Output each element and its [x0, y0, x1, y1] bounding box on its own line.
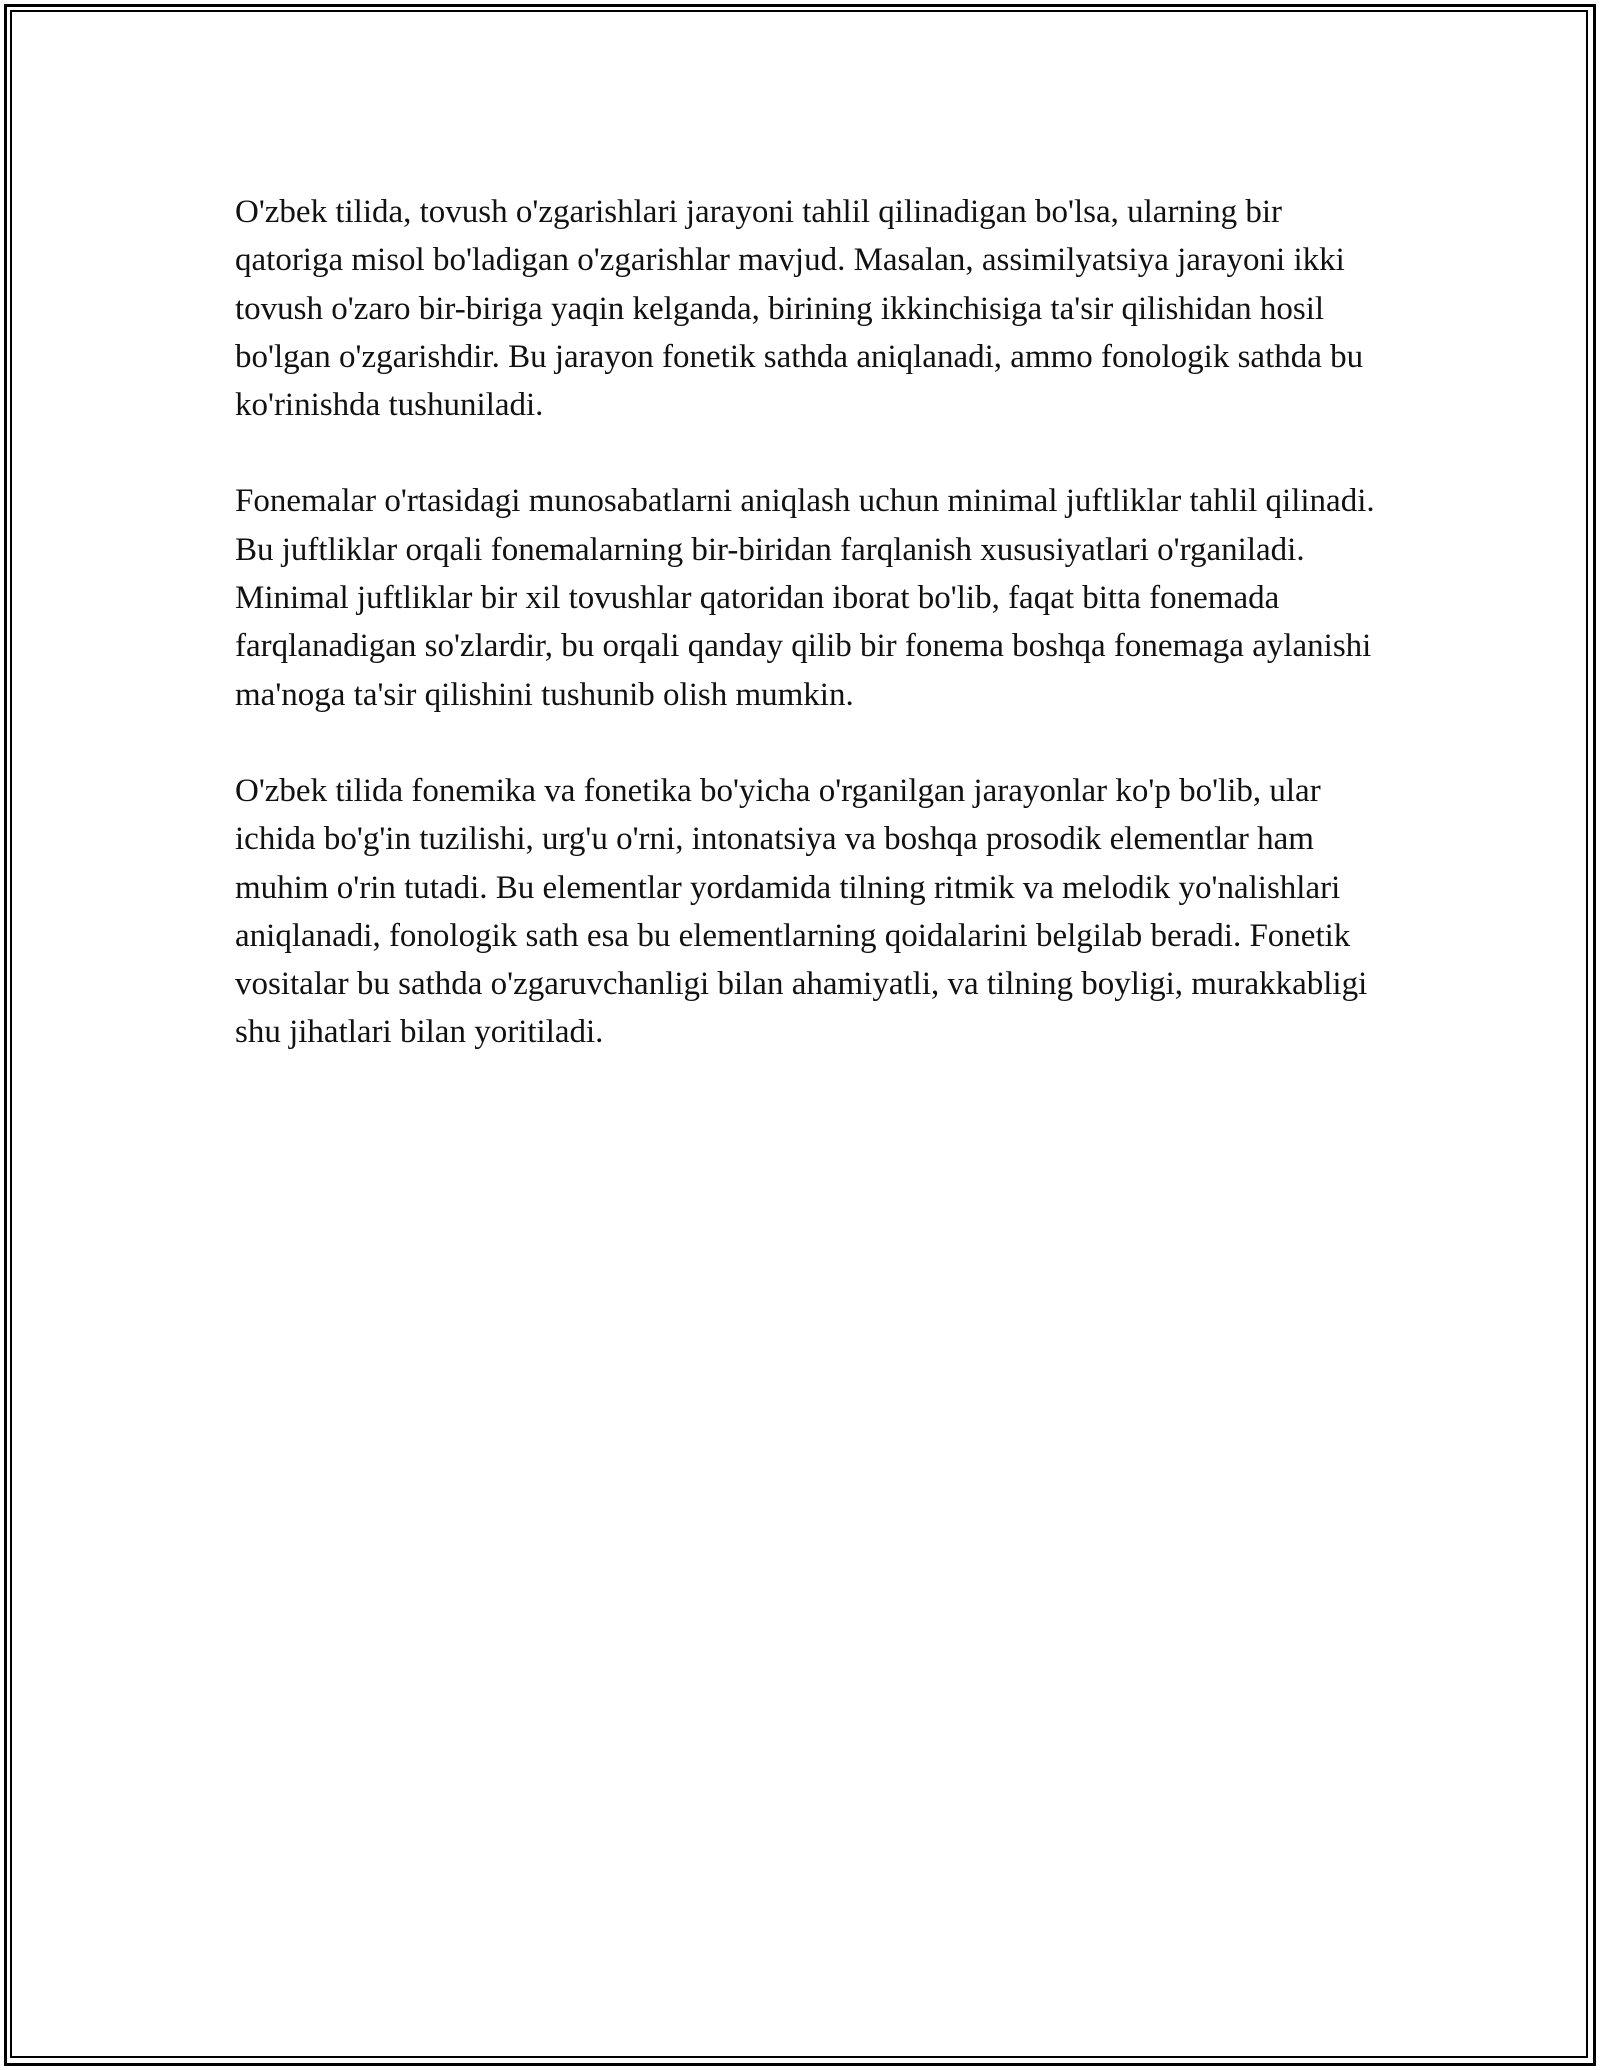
document-body	[235, 188, 1375, 1105]
paragraph-2: Fonemalar o'rtasidagi munosabatlarni aniqlash uchun minimal juftliklar tahlil qilinadi. Bu juftliklar orqali fonemalarning bir-biridan farqlanish xususiyatlari o'rganiladi. Minimal juftliklar bir xil tovushlar qatoridan iborat bo'lib, faqat bitta fonemada farqlanadigan so'zlardir, bu orqali qanday qilib bir fonema boshqa fonemaga aylanishi ma'noga ta'sir qilishini tushunib olish mumkin.	[235, 483, 1375, 713]
paragraph-1: O'zbek tilida, tovush o'zgarishlari jarayoni tahlil qilinadigan bo'lsa, ularning bir qatoriga misol bo'ladigan o'zgarishlar mavjud. Masalan, assimilyatsiya jarayoni ikki tovush o'zaro bir-biriga yaqin kelganda, birining ikkinchisiga ta'sir qilishidan hosil bo'lgan o'zgarishdir. Bu jarayon fonetik sathda aniqlanadi, ammo fonologik sathda bu ko'rinishda tushuniladi.	[235, 194, 1364, 424]
paragraph-3: O'zbek tilida fonemika va fonetika bo'yicha o'rganilgan jarayonlar ko'p bo'lib, ular ichida bo'g'in tuzilishi, urg'u o'rni, intonatsiya va boshqa prosodik elementlar ham muhim o'rin tutadi. Bu elementlar yordamida tilning ritmik va melodik yo'nalishlari aniqlanadi, fonologik sath esa bu elementlarning qoidalarini belgilab beradi. Fonetik vositalar bu sathda o'zgaruvchanligi bilan ahamiyatli, va tilning boyligi, murakkabligi shu jihatlari bilan yoritiladi.	[235, 772, 1368, 1051]
